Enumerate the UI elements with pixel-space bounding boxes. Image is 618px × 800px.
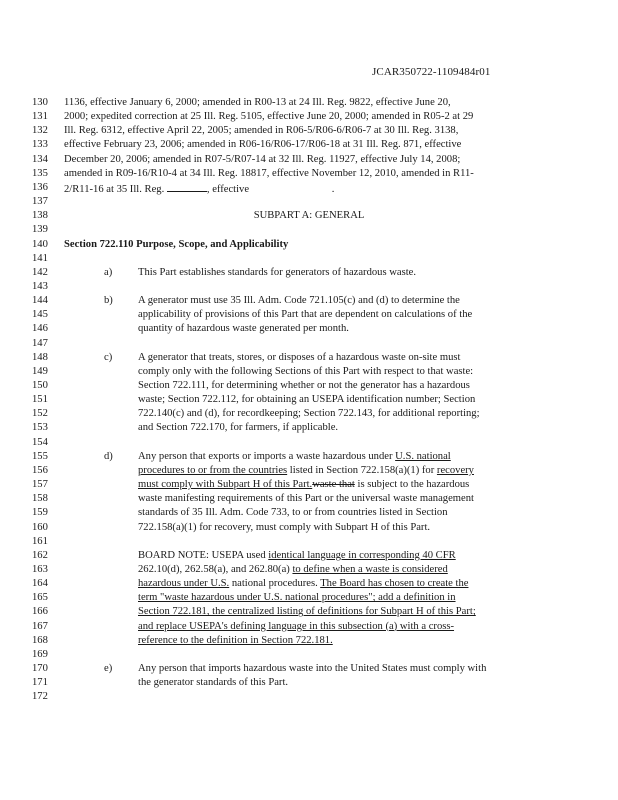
blank-gap xyxy=(252,182,332,192)
inserted-text: U.S. national xyxy=(395,450,451,462)
inserted-text: The Board has chosen to create the xyxy=(320,578,469,590)
text-line xyxy=(0,294,618,308)
text-segment: Ill. Reg. 6312, effective April 22, 2005; amended in R06-5/R06-6/R06-7 at 30 Ill. Reg. 3138, xyxy=(64,125,459,137)
text-line xyxy=(0,138,618,152)
line-text xyxy=(138,351,460,365)
text-segment: is subject to the hazardous xyxy=(354,479,470,491)
line-number: 150 xyxy=(32,380,48,391)
line-text xyxy=(138,506,448,520)
text-line xyxy=(0,209,618,223)
text-segment: 722.158(a)(1) for recovery, must comply with Subpart H of this Part. xyxy=(138,521,431,533)
text-line xyxy=(0,478,618,492)
line-text xyxy=(138,492,474,506)
line-text xyxy=(138,450,451,464)
text-line xyxy=(0,549,618,563)
line-text xyxy=(138,322,349,336)
subpart-heading xyxy=(0,209,618,223)
text-line xyxy=(0,167,618,181)
line-text xyxy=(64,138,461,152)
text-segment: national procedures. xyxy=(229,578,321,590)
line-number: 144 xyxy=(32,295,48,307)
text-segment: effective February 23, 2006; amended in R06-16/R06-17/R06-18 at 31 Ill. Reg. 871, effective xyxy=(64,139,462,151)
blank-field xyxy=(167,181,207,192)
line-text xyxy=(64,110,473,124)
line-number: 156 xyxy=(32,464,48,476)
line-number: 166 xyxy=(32,606,48,618)
line-text xyxy=(138,577,468,591)
line-number: 170 xyxy=(32,663,48,674)
inserted-text: hazardous under U.S. xyxy=(138,578,230,590)
line-number: 140 xyxy=(32,238,48,250)
line-number: 132 xyxy=(32,125,48,137)
line-number: 167 xyxy=(32,620,48,632)
line-number: 143 xyxy=(32,280,48,292)
line-number: 135 xyxy=(32,167,48,179)
text-line xyxy=(0,195,618,209)
subsection-label: c) xyxy=(104,351,113,363)
subsection-label: b) xyxy=(104,295,113,307)
text-segment: . xyxy=(331,183,335,195)
line-number: 134 xyxy=(32,153,48,165)
text-line xyxy=(0,351,618,365)
subsection-label: d) xyxy=(104,450,113,462)
inserted-text: reference to the definition in Section 722.181. xyxy=(138,634,333,646)
text-segment: waste; Section 722.112, for obtaining an USEPA identification number; Section xyxy=(138,394,476,406)
text-line xyxy=(0,506,618,520)
text-line xyxy=(0,96,618,110)
text-line xyxy=(0,620,618,634)
line-number: 153 xyxy=(32,422,48,434)
line-number: 131 xyxy=(32,111,48,123)
line-number: 142 xyxy=(32,266,48,278)
document-id-header: JCAR350722-1109484r01 xyxy=(372,66,491,78)
line-text xyxy=(138,393,475,407)
line-text xyxy=(138,379,470,393)
line-text xyxy=(138,676,288,690)
line-number: 146 xyxy=(32,323,48,335)
text-segment: A generator must use 35 Ill. Adm. Code 721.105(c) and (d) to determine the xyxy=(138,295,460,307)
text-segment: and Section 722.170, for farmers, if applicable. xyxy=(138,422,339,434)
text-line xyxy=(0,605,618,619)
text-line xyxy=(0,648,618,662)
line-number: 161 xyxy=(32,535,48,547)
deleted-text: waste that xyxy=(312,479,355,491)
inserted-text: procedures to or from the countries xyxy=(138,464,288,476)
line-text xyxy=(138,308,472,322)
text-segment: listed in Section 722.158(a)(1) for xyxy=(287,464,437,476)
line-text xyxy=(138,563,448,577)
line-text xyxy=(138,464,474,478)
text-line xyxy=(0,563,618,577)
line-number: 137 xyxy=(32,196,48,208)
line-number: 138 xyxy=(32,210,48,222)
text-line xyxy=(0,690,618,704)
line-number: 145 xyxy=(32,309,48,321)
line-text xyxy=(138,662,486,676)
inserted-text: Section 722.181, the centralized listing of definitions for Subpart H of this Part; xyxy=(138,606,476,618)
inserted-text: and replace USEPA's defining language in this subsection (a) with a cross- xyxy=(138,620,455,632)
inserted-text: recovery xyxy=(436,464,474,476)
text-line xyxy=(0,110,618,124)
text-segment: Any person that exports or imports a waste hazardous under xyxy=(138,450,396,462)
line-text xyxy=(64,96,451,110)
text-line xyxy=(0,421,618,435)
inserted-text: to define when a waste is considered xyxy=(292,563,448,575)
line-number: 152 xyxy=(32,408,48,420)
line-text xyxy=(138,266,416,280)
text-segment: comply only with the following Sections of this Part with respect to that waste: xyxy=(138,365,474,377)
line-number: 157 xyxy=(32,479,48,491)
line-text xyxy=(138,591,456,605)
text-segment: 1136, effective January 6, 2000; amended in R00-13 at 24 Ill. Reg. 9822, effective June 20, xyxy=(64,97,451,108)
text-line xyxy=(0,124,618,138)
line-number: 151 xyxy=(32,394,48,406)
subsection-label: e) xyxy=(104,663,113,674)
line-text xyxy=(138,634,333,648)
subsection-label: a) xyxy=(104,266,113,278)
inserted-text: must comply with Subpart H of this Part. xyxy=(138,479,313,491)
line-text xyxy=(138,521,430,535)
line-number: 147 xyxy=(32,337,48,349)
line-text xyxy=(138,421,338,435)
section-heading xyxy=(64,238,288,252)
line-number: 158 xyxy=(32,493,48,505)
text-segment: A generator that treats, stores, or disposes of a hazardous waste on-site must xyxy=(138,351,461,363)
text-line xyxy=(0,365,618,379)
line-number: 168 xyxy=(32,634,48,646)
line-text xyxy=(138,620,454,634)
inserted-text: term "waste hazardous under U.S. national procedures"; add a definition in xyxy=(138,592,456,604)
text-line xyxy=(0,181,618,195)
text-line xyxy=(0,492,618,506)
text-segment: Section 722.111, for determining whether or not the generator has a hazardous xyxy=(138,380,470,391)
inserted-text: identical language in corresponding 40 CFR xyxy=(268,549,456,561)
line-text xyxy=(138,549,456,563)
line-text xyxy=(64,153,460,167)
text-line xyxy=(0,393,618,407)
text-segment: 722.140(c) and (d), for recordkeeping; Section 722.143, for additional reporting; xyxy=(138,408,480,420)
text-line xyxy=(0,223,618,237)
line-text xyxy=(138,605,476,619)
text-segment: BOARD NOTE: USEPA used xyxy=(138,549,269,561)
text-segment: standards of 35 Ill. Adm. Code 733, to or from countries listed in Section xyxy=(138,507,448,519)
text-line xyxy=(0,337,618,351)
text-line xyxy=(0,464,618,478)
line-text xyxy=(138,478,469,492)
line-number: 154 xyxy=(32,436,48,448)
text-line xyxy=(0,322,618,336)
line-text xyxy=(64,167,474,181)
line-number: 130 xyxy=(32,97,48,108)
text-line xyxy=(0,521,618,535)
text-segment: applicability of provisions of this Part that are dependent on calculations of the xyxy=(138,309,473,321)
line-text xyxy=(138,407,480,421)
line-number: 155 xyxy=(32,450,48,462)
line-text xyxy=(138,294,460,308)
line-number: 149 xyxy=(32,365,48,377)
text-segment: 262.10(d), 262.58(a), and 262.80(a) xyxy=(138,563,293,575)
text-segment: 2/R11-16 at 35 Ill. Reg. xyxy=(64,183,167,195)
text-line xyxy=(0,634,618,648)
text-line xyxy=(0,676,618,690)
line-number: 162 xyxy=(32,549,48,561)
text-line xyxy=(0,535,618,549)
text-line xyxy=(0,436,618,450)
text-line xyxy=(0,238,618,252)
line-number: 172 xyxy=(32,691,48,703)
line-number: 136 xyxy=(32,181,48,193)
text-segment: December 20, 2006; amended in R07-5/R07-14 at 32 Ill. Reg. 11927, effective July 14, 2008; xyxy=(64,153,461,165)
line-number: 165 xyxy=(32,592,48,604)
text-line xyxy=(0,450,618,464)
text-segment: amended in R09-16/R10-4 at 34 Ill. Reg. 18817, effective November 12, 2010, amended in R11- xyxy=(64,167,474,179)
line-number: 133 xyxy=(32,139,48,151)
line-number: 160 xyxy=(32,521,48,533)
line-text xyxy=(64,124,458,138)
text-line xyxy=(0,379,618,393)
text-segment: , effective xyxy=(206,183,252,195)
line-number: 141 xyxy=(32,252,48,264)
text-segment: This Part establishes standards for generators of hazardous waste. xyxy=(138,266,417,278)
text-line xyxy=(0,407,618,421)
line-number: 159 xyxy=(32,507,48,519)
text-segment: waste manifesting requirements of this Part or the universal waste management xyxy=(138,493,474,505)
text-line xyxy=(0,308,618,322)
text-line xyxy=(0,280,618,294)
text-line xyxy=(0,591,618,605)
line-number: 139 xyxy=(32,224,48,236)
line-number: 163 xyxy=(32,563,48,575)
text-segment: 2000; expedited correction at 25 Ill. Reg. 5105, effective June 20, 2000; amended in R05-2 at 29 xyxy=(64,111,474,123)
line-number: 169 xyxy=(32,648,48,660)
text-line xyxy=(0,153,618,167)
line-number: 171 xyxy=(32,677,48,689)
line-text xyxy=(138,365,473,379)
text-line xyxy=(0,252,618,266)
text-line xyxy=(0,577,618,591)
text-segment: Section 722.110 Purpose, Scope, and Applicability xyxy=(64,238,289,250)
text-segment: SUBPART A: GENERAL xyxy=(253,210,365,222)
text-segment: quantity of hazardous waste generated per month. xyxy=(138,323,349,335)
line-number: 164 xyxy=(32,578,48,590)
text-line xyxy=(0,662,618,676)
text-segment: Any person that imports hazardous waste into the United States must comply with xyxy=(138,663,487,674)
line-number: 148 xyxy=(32,351,48,363)
text-segment: the generator standards of this Part. xyxy=(138,677,289,689)
text-line xyxy=(0,266,618,280)
